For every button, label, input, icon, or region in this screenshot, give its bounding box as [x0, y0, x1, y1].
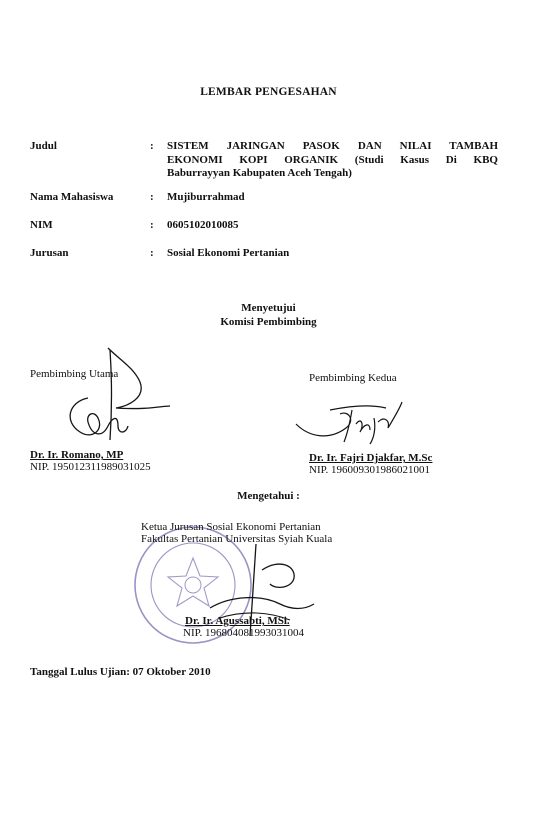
tanggal-lulus-ujian: Tanggal Lulus Ujian: 07 Oktober 2010 [30, 666, 211, 678]
judul-line-3: Baburrayyan Kabupaten Aceh Tengah) [167, 167, 352, 179]
judul-line-1: SISTEM JARINGAN PASOK DAN NILAI TAMBAH [167, 140, 498, 152]
colon-jurusan: : [150, 247, 154, 259]
value-nama-mahasiswa: Mujiburrahmad [167, 191, 245, 203]
colon-judul: : [150, 140, 154, 152]
pembimbing-kedua-name: Dr. Ir. Fajri Djakfar, M.Sc [309, 452, 433, 464]
mengetahui-heading: Mengetahui : [237, 490, 300, 502]
label-nim: NIM [30, 219, 53, 231]
signature-pembimbing-utama [58, 340, 178, 450]
colon-nama-mahasiswa: : [150, 191, 154, 203]
colon-nim: : [150, 219, 154, 231]
pembimbing-utama-name: Dr. Ir. Romano, MP [30, 449, 124, 461]
ketua-jurusan-title: Ketua Jurusan Sosial Ekonomi Pertanian [141, 521, 321, 533]
fakultas-title: Fakultas Pertanian Universitas Syiah Kuala [141, 533, 333, 545]
value-nim: 0605102010085 [167, 219, 239, 231]
value-judul [167, 140, 498, 181]
signature-pembimbing-kedua [290, 398, 410, 448]
page-title: LEMBAR PENGESAHAN [200, 86, 337, 98]
judul-line-2: EKONOMI KOPI ORGANIK (Studi Kasus Di KBQ [167, 153, 498, 166]
value-jurusan: Sosial Ekonomi Pertanian [167, 247, 290, 259]
label-nama-mahasiswa: Nama Mahasiswa [30, 191, 114, 203]
pembimbing-kedua-role: Pembimbing Kedua [309, 372, 397, 384]
approval-committee: Komisi Pembimbing [220, 316, 317, 328]
ketua-jurusan-name: Dr. Ir. Agussabti, MSi. [185, 615, 290, 627]
pembimbing-kedua-nip: NIP. 196009301986021001 [309, 464, 431, 476]
label-judul: Judul [30, 140, 57, 152]
label-jurusan: Jurusan [30, 247, 69, 259]
approval-heading: Menyetujui [241, 302, 296, 314]
ketua-jurusan-nip: NIP. 196804081993031004 [183, 627, 305, 639]
pembimbing-utama-role: Pembimbing Utama [30, 368, 119, 380]
pembimbing-utama-nip: NIP. 195012311989031025 [30, 461, 151, 473]
